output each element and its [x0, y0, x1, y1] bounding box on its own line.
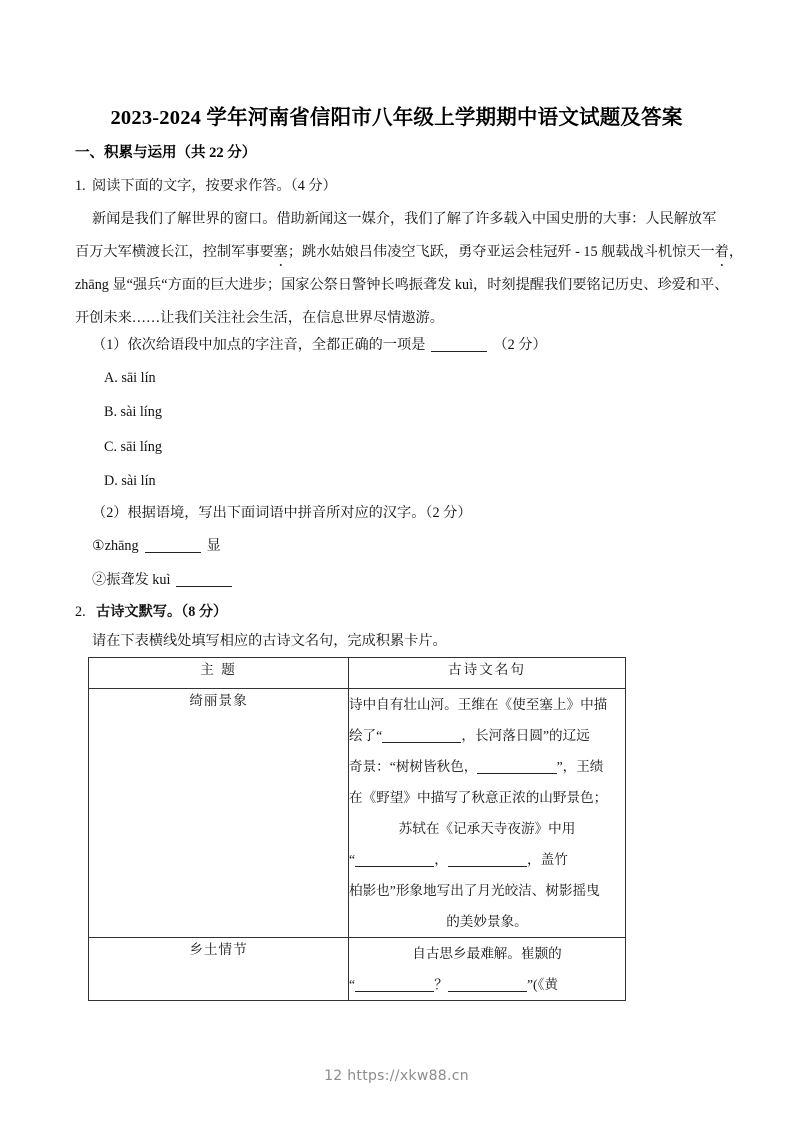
theme-cell: 乡土情节 [89, 938, 349, 1001]
quote-line: 的美妙景象。 [446, 914, 528, 929]
page-title: 2023-2024 学年河南省信阳市八年级上学期期中语文试题及答案 [110, 107, 683, 129]
passage-line-2-part-b: ；跳水姑娘吕伟凌空飞跃，勇夺亚运会桂冠歼 - 15 舰载战斗机惊天一 [287, 244, 715, 260]
table-row [89, 689, 626, 938]
question-1-stem: 阅读下面的文字，按要求作答。（4 分） [92, 178, 337, 194]
quote-line: 苏轼在《记承天寺夜游》中用 [398, 821, 576, 836]
passage-line-3: zhāng 显“强兵“方面的巨大进步；国家公祭日警钟长鸣振聋发 kuì，时刻提醒我们要铭记历史、珍爱和平、 [75, 277, 729, 293]
sub-2-item-1-char: 显 [206, 538, 221, 554]
question-1-sub-2-prompt: （2）根据语境，写出下面词语中拼音所对应的汉字。（2 分） [92, 505, 472, 521]
quote-line: “ ？ ”(《黄 [349, 977, 558, 992]
quote-cell [349, 938, 626, 1001]
quote-line: 在《野望》中描写了秋意正浓的山野景色； [349, 790, 608, 805]
answer-blank[interactable] [448, 866, 527, 867]
footer-watermark: 12 https://xkw88.cn [324, 1068, 469, 1084]
quote-line: 自古思乡最难解。崔颢的 [412, 946, 562, 961]
option-d[interactable]: D. sài lín [104, 473, 156, 489]
section-heading: 一、积累与运用（共 22 分） [75, 145, 257, 161]
sub-1-points: （2 分） [493, 337, 547, 353]
passage-line-2-part-c: ， [728, 244, 744, 260]
option-c[interactable]: C. sāi líng [104, 439, 162, 455]
poetry-recitation-table [88, 657, 626, 1001]
quote-line: 绘了“ ，长河落日圆”的辽远 [349, 728, 590, 743]
passage-line-2-part-a: 百万大军横渡长江，控制军事要 [75, 244, 274, 260]
answer-blank[interactable] [355, 991, 434, 992]
emphasis-dot-char-zhao: 着 [714, 244, 729, 260]
emphasis-dot-char-sai: 塞 [273, 244, 288, 260]
passage-line-1: 新闻是我们了解世界的窗口。借助新闻这一媒介，我们了解了许多载入中国史册的大事：人民解放军 [92, 211, 717, 227]
quote-line: “ ， ，盖竹 [349, 852, 568, 867]
answer-blank-zhang[interactable] [145, 552, 201, 553]
answer-blank[interactable] [448, 991, 527, 992]
passage-line-2 [75, 244, 743, 261]
quote-cell [349, 689, 626, 938]
answer-blank-kui[interactable] [176, 586, 232, 587]
question-1-number: 1. [75, 178, 86, 194]
table-header-row [89, 658, 626, 689]
answer-blank[interactable] [382, 742, 461, 743]
column-header-theme: 主 题 [89, 658, 349, 689]
column-header-quote: 古诗文名句 [349, 658, 626, 689]
theme-cell: 绮丽景象 [89, 689, 349, 938]
answer-blank-sub1[interactable] [431, 351, 487, 352]
quote-line: 奇景：“树树皆秋色， ”，王绩 [349, 759, 604, 774]
passage-line-4: 开创未来……让我们关注社会生活，在信息世界尽情遨游。 [75, 310, 444, 326]
quote-line: 柏影也”形象地写出了月光皎洁、树影摇曳 [349, 883, 600, 898]
sub-1-prompt-text: （1）依次给语段中加点的字注音，全都正确的一项是 [92, 337, 426, 353]
option-b[interactable]: B. sài líng [104, 404, 162, 420]
sub-2-item-2-pinyin: ②振聋发 kuì [92, 572, 171, 588]
answer-blank[interactable] [477, 773, 556, 774]
question-2-number: 2. [75, 604, 86, 620]
sub-2-item-2 [92, 572, 238, 589]
question-2-stem: 古诗文默写。（8 分） [96, 604, 228, 620]
option-a[interactable]: A. sāi lín [104, 370, 156, 386]
answer-blank[interactable] [355, 866, 434, 867]
sub-2-item-1 [92, 538, 221, 555]
quote-line: 诗中自有壮山河。王维在《使至塞上》中描 [349, 697, 608, 712]
table-row [89, 938, 626, 1001]
question-2-instruction: 请在下表横线处填写相应的古诗文名句，完成积累卡片。 [92, 633, 447, 649]
question-1-sub-1-prompt [92, 337, 547, 354]
sub-2-item-1-pinyin: ①zhāng [92, 538, 139, 554]
